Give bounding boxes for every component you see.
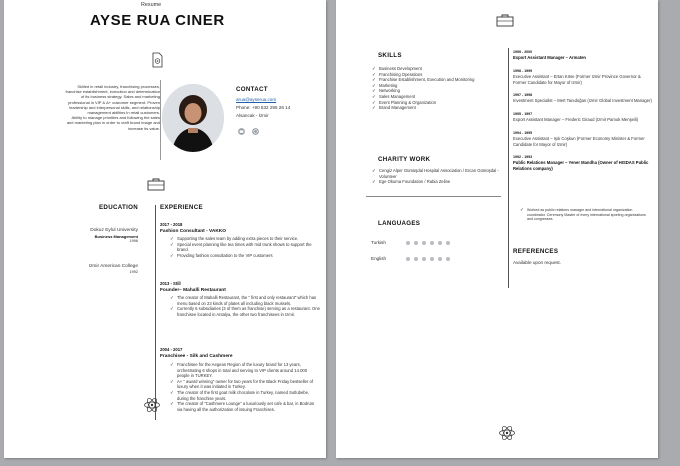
job-title: Fashion Consultant - VAKKO [160,229,226,234]
charity-title: CHARITY WORK [378,156,431,163]
job-dates: 2004 - 2017 [160,347,183,352]
job-bullets: ✓ Supporting the sales team by adding extra pieces to their service. ✓ Special event planning like tea times with mid trunk shows to support the brand. ✓ Providing fashion consultation to the VIP customers [170,236,320,258]
briefcase-icon [496,14,514,27]
job-dates: 2017 - 2018 [160,222,183,227]
references-text: Available upon request. [513,260,561,265]
globe-icon[interactable] [252,128,259,135]
contact-address: Alsancak - İzmir [236,113,269,118]
languages-title: LANGUAGES [378,220,421,227]
language-level-dots [406,241,450,245]
briefcase-icon [147,178,165,191]
contact-email-link[interactable]: arua@ayserua.com [236,97,277,102]
mail-icon[interactable] [238,128,245,135]
resume-page-2 [336,0,658,458]
language-name: English [371,256,387,261]
section-divider [366,196,501,197]
job-title: Founder– Mahalli Restaurant [160,288,226,293]
experience-title: EXPERIENCE [160,204,203,211]
timeline-sub-bullets: ✓ Worked as public relations manager and international organization coordinator. Ceremony Master of every international sporting organizations and congresses. [520,208,650,222]
column-divider [508,48,509,288]
summary-divider [160,80,161,160]
job-title: Franchisee - Silk and Cashmere [160,354,233,359]
job-bullets: ✓ Franchisee for the Aegean Region of the luxury brand for 13 years, orchestrating 6 shops in total and serving to VIP clients around 14.000 people in TURKEY. ✓ A+ " award winning" owner for two years for the Black Friday bestseller of luxury when it was initiated in Turkey. ✓ The creator of the first goat milk chocolate in Turkey, named Sutlubebe, during the franchise years. ✓ The creator of "Cashmere Lounge" a luxuriously set cafe & bar, in Bodrum via having all the authorization of issuing Franchises. [170,362,320,412]
job-dates: 2013 - Still [160,281,181,286]
charity-list: ✓ Cengiz Alper Gümüşdal Hospital Association / Ercan Gümüşdal - Volunteer ✓ Ege Okuma Foundation / Rabia Zeline [372,168,504,185]
education-item: Dokuz Eylul University Business Management 1996 [90,228,138,244]
education-title: EDUCATION [99,204,139,211]
skills-list: ✓ Business Development ✓ Franchising Operations ✓ Franchise Establishment, Execution and Monitoring ✓ Marketing ✓ Networking ✓ Sales Management ✓ Event Planning & Organization ✓ Brand Management [372,66,504,111]
language-name: Turkish [371,240,386,245]
atom-icon [498,424,516,442]
resume-label: Resume [141,2,162,8]
summary-text: Skilled in retail industry, franchising processes, franchise establishment, execution and determination of its business strategy. Sales and marketing professional in VIP & A+ customer segment. Proven leadership and interpersonal skills, and relationship management abilities in retail customers. Ability to manage priorities and following the sales and marketing plan in order to craft brand image and increase its value. [65,84,160,131]
timeline: 1999 - 2000 Export Assistant Manager – Armaten 1998 - 1999 Executive Assistant – Ertan Köse (Former Izmir Province Governor & Former Candidate for Mayor of Izmir) 1997 - 1998 Investment Specialist – Mert Tanıdoğan (Izmir Global Investment Manager) 1995 - 1997 Export Assistant Manager – Frederic Giraud (Izmir Pamuk Menşeili) 1994 - 1995 Executive Assistant – Işık Coşkun (Former Economy Minister & Former Candidate for Mayor of Izmir) 1992 - 1993 Public Relations Manager – Yener Mandha (Owner of HISDAS Public Relations company) [513,50,652,171]
resume-page-1 [4,0,326,458]
candidate-name: AYSE RUA CINER [90,12,225,29]
language-level-dots [406,257,450,261]
contact-phone: Phone: +90 532 295 26 14 [236,105,291,110]
contact-title: CONTACT [236,86,268,93]
skills-title: SKILLS [378,52,402,59]
job-bullets: ✓ The creator of Mahalli Restaurant, the " first and only restaurant" which has menu based on 23 kinds of plates all including black mussels. ✓ Currently 6 subsidiaries (3 of them as franchise) serving as a restaurant. One franchisee located in Antalya, the other two franchisees in Izmir. [170,295,320,317]
profile-photo [162,84,224,152]
experience-divider [155,205,156,420]
education-item: Izmir American College 1992 [88,264,138,274]
document-icon [150,52,164,68]
references-title: REFERENCES [513,248,559,255]
atom-icon [143,396,161,414]
